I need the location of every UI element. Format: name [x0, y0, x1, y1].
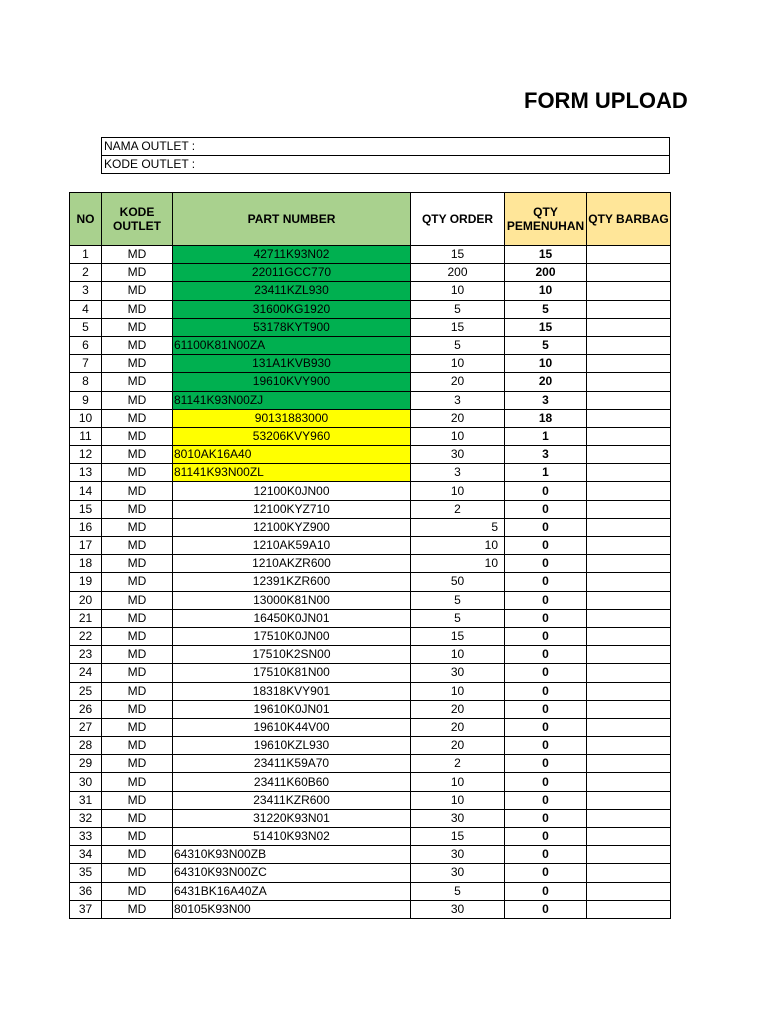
cell-qty-barbag[interactable] [587, 609, 671, 627]
cell-qty-barbag[interactable] [587, 591, 671, 609]
cell-qty-barbag[interactable] [587, 664, 671, 682]
cell-part-number[interactable]: 90131883000 [173, 409, 411, 427]
cell-qty-order[interactable]: 30 [411, 446, 505, 464]
cell-kode-outlet[interactable]: MD [102, 737, 173, 755]
table-row [70, 700, 671, 718]
table-row [70, 646, 671, 664]
cell-kode-outlet[interactable]: MD [102, 609, 173, 627]
cell-qty-pemenuhan[interactable]: 0 [505, 664, 587, 682]
table-row [70, 318, 671, 336]
cell-part-number[interactable]: 17510K2SN00 [173, 646, 411, 664]
cell-qty-pemenuhan[interactable]: 0 [505, 718, 587, 736]
cell-qty-order[interactable]: 15 [411, 246, 505, 264]
cell-qty-order[interactable]: 15 [411, 627, 505, 645]
cell-qty-barbag[interactable] [587, 864, 671, 882]
cell-qty-pemenuhan[interactable]: 3 [505, 446, 587, 464]
cell-part-number[interactable]: 17510K0JN00 [173, 627, 411, 645]
cell-qty-barbag[interactable] [587, 373, 671, 391]
cell-qty-order[interactable]: 10 [411, 682, 505, 700]
cell-qty-order[interactable]: 20 [411, 718, 505, 736]
cell-no[interactable]: 32 [70, 809, 102, 827]
cell-no[interactable]: 28 [70, 737, 102, 755]
col-header-part-number[interactable]: PART NUMBER [173, 193, 411, 246]
cell-qty-order[interactable]: 30 [411, 664, 505, 682]
table-row [70, 882, 671, 900]
cell-qty-pemenuhan[interactable]: 15 [505, 318, 587, 336]
cell-qty-barbag[interactable] [587, 318, 671, 336]
cell-qty-order[interactable]: 10 [411, 773, 505, 791]
cell-no[interactable]: 37 [70, 900, 102, 918]
cell-qty-pemenuhan[interactable]: 0 [505, 755, 587, 773]
cell-qty-pemenuhan[interactable]: 0 [505, 900, 587, 918]
cell-qty-order[interactable]: 5 [411, 609, 505, 627]
cell-qty-pemenuhan[interactable]: 0 [505, 573, 587, 591]
cell-part-number[interactable]: 23411K59A70 [173, 755, 411, 773]
cell-qty-barbag[interactable] [587, 900, 671, 918]
cell-kode-outlet[interactable]: MD [102, 900, 173, 918]
cell-qty-barbag[interactable] [587, 264, 671, 282]
cell-no[interactable]: 25 [70, 682, 102, 700]
cell-kode-outlet[interactable]: MD [102, 682, 173, 700]
cell-qty-pemenuhan[interactable]: 0 [505, 682, 587, 700]
cell-qty-barbag[interactable] [587, 518, 671, 536]
cell-no[interactable]: 29 [70, 755, 102, 773]
cell-part-number[interactable]: 19610KZL930 [173, 737, 411, 755]
cell-qty-order[interactable]: 10 [411, 555, 505, 573]
table-row [70, 682, 671, 700]
cell-no[interactable]: 36 [70, 882, 102, 900]
cell-qty-barbag[interactable] [587, 446, 671, 464]
cell-part-number[interactable]: 19610K0JN01 [173, 700, 411, 718]
cell-no[interactable]: 35 [70, 864, 102, 882]
cell-qty-order[interactable]: 20 [411, 373, 505, 391]
cell-qty-order[interactable]: 10 [411, 355, 505, 373]
cell-qty-order[interactable]: 5 [411, 300, 505, 318]
cell-qty-barbag[interactable] [587, 791, 671, 809]
cell-no[interactable]: 19 [70, 573, 102, 591]
cell-no[interactable]: 7 [70, 355, 102, 373]
cell-qty-barbag[interactable] [587, 336, 671, 354]
cell-qty-pemenuhan[interactable]: 0 [505, 846, 587, 864]
nama-outlet-field[interactable]: NAMA OUTLET : [102, 138, 670, 156]
cell-no[interactable]: 16 [70, 518, 102, 536]
cell-qty-order[interactable]: 20 [411, 409, 505, 427]
cell-part-number[interactable]: 31220K93N01 [173, 809, 411, 827]
cell-part-number[interactable]: 12100KYZ900 [173, 518, 411, 536]
table-row [70, 791, 671, 809]
cell-qty-barbag[interactable] [587, 500, 671, 518]
cell-qty-pemenuhan[interactable]: 0 [505, 791, 587, 809]
cell-no[interactable]: 10 [70, 409, 102, 427]
cell-qty-order[interactable]: 30 [411, 864, 505, 882]
cell-kode-outlet[interactable]: MD [102, 555, 173, 573]
cell-no[interactable]: 4 [70, 300, 102, 318]
cell-qty-order[interactable]: 3 [411, 391, 505, 409]
cell-qty-pemenuhan[interactable]: 0 [505, 609, 587, 627]
cell-part-number[interactable]: 12100K0JN00 [173, 482, 411, 500]
cell-kode-outlet[interactable]: MD [102, 482, 173, 500]
cell-qty-barbag[interactable] [587, 555, 671, 573]
cell-qty-pemenuhan[interactable]: 0 [505, 700, 587, 718]
cell-qty-order[interactable]: 5 [411, 336, 505, 354]
cell-no[interactable]: 5 [70, 318, 102, 336]
table-row [70, 555, 671, 573]
cell-qty-pemenuhan[interactable]: 5 [505, 336, 587, 354]
cell-qty-barbag[interactable] [587, 391, 671, 409]
cell-kode-outlet[interactable]: MD [102, 591, 173, 609]
cell-qty-barbag[interactable] [587, 682, 671, 700]
cell-qty-order[interactable]: 10 [411, 427, 505, 445]
cell-qty-order[interactable]: 20 [411, 700, 505, 718]
cell-no[interactable]: 12 [70, 446, 102, 464]
cell-kode-outlet[interactable]: MD [102, 246, 173, 264]
cell-kode-outlet[interactable]: MD [102, 336, 173, 354]
cell-qty-pemenuhan[interactable]: 18 [505, 409, 587, 427]
cell-no[interactable]: 27 [70, 718, 102, 736]
table-row [70, 500, 671, 518]
cell-part-number[interactable]: 23411KZR600 [173, 791, 411, 809]
cell-qty-pemenuhan[interactable]: 0 [505, 828, 587, 846]
cell-qty-pemenuhan[interactable]: 3 [505, 391, 587, 409]
table-row [70, 446, 671, 464]
table-row [70, 427, 671, 445]
cell-kode-outlet[interactable]: MD [102, 846, 173, 864]
cell-kode-outlet[interactable]: MD [102, 282, 173, 300]
cell-qty-pemenuhan[interactable]: 0 [505, 864, 587, 882]
table-row [70, 391, 671, 409]
cell-no[interactable]: 14 [70, 482, 102, 500]
table-row [70, 518, 671, 536]
cell-kode-outlet[interactable]: MD [102, 791, 173, 809]
cell-qty-barbag[interactable] [587, 700, 671, 718]
cell-qty-pemenuhan[interactable]: 0 [505, 537, 587, 555]
cell-qty-pemenuhan[interactable]: 5 [505, 300, 587, 318]
cell-qty-barbag[interactable] [587, 482, 671, 500]
table-row [70, 828, 671, 846]
cell-qty-barbag[interactable] [587, 627, 671, 645]
cell-qty-order[interactable]: 15 [411, 318, 505, 336]
cell-no[interactable]: 26 [70, 700, 102, 718]
cell-part-number[interactable]: 6431BK16A40ZA [173, 882, 411, 900]
cell-qty-barbag[interactable] [587, 537, 671, 555]
table-row [70, 373, 671, 391]
cell-part-number[interactable]: 81141K93N00ZL [173, 464, 411, 482]
cell-part-number[interactable]: 23411KZL930 [173, 282, 411, 300]
table-row [70, 246, 671, 264]
cell-qty-barbag[interactable] [587, 846, 671, 864]
cell-qty-order[interactable]: 50 [411, 573, 505, 591]
kode-outlet-field[interactable]: KODE OUTLET : [102, 156, 670, 174]
table-row [70, 409, 671, 427]
table-row [70, 755, 671, 773]
cell-qty-pemenuhan[interactable]: 0 [505, 500, 587, 518]
cell-kode-outlet[interactable]: MD [102, 755, 173, 773]
cell-kode-outlet[interactable]: MD [102, 773, 173, 791]
cell-part-number[interactable]: 81141K93N00ZJ [173, 391, 411, 409]
cell-qty-pemenuhan[interactable]: 0 [505, 627, 587, 645]
cell-part-number[interactable]: 53206KVY960 [173, 427, 411, 445]
cell-qty-barbag[interactable] [587, 718, 671, 736]
cell-qty-barbag[interactable] [587, 355, 671, 373]
cell-qty-barbag[interactable] [587, 646, 671, 664]
cell-part-number[interactable]: 12100KYZ710 [173, 500, 411, 518]
cell-kode-outlet[interactable]: MD [102, 409, 173, 427]
cell-kode-outlet[interactable]: MD [102, 446, 173, 464]
cell-part-number[interactable]: 51410K93N02 [173, 828, 411, 846]
cell-part-number[interactable]: 131A1KVB930 [173, 355, 411, 373]
cell-qty-pemenuhan[interactable]: 0 [505, 737, 587, 755]
cell-kode-outlet[interactable]: MD [102, 700, 173, 718]
cell-part-number[interactable]: 19610K44V00 [173, 718, 411, 736]
table-row [70, 846, 671, 864]
cell-qty-order[interactable]: 5 [411, 882, 505, 900]
cell-part-number[interactable]: 1210AK59A10 [173, 537, 411, 555]
cell-qty-pemenuhan[interactable]: 15 [505, 246, 587, 264]
table-row [70, 355, 671, 373]
nama-outlet-row [102, 138, 670, 156]
cell-no[interactable]: 22 [70, 627, 102, 645]
cell-qty-order[interactable]: 20 [411, 737, 505, 755]
cell-kode-outlet[interactable]: MD [102, 864, 173, 882]
cell-no[interactable]: 13 [70, 464, 102, 482]
col-header-kode-outlet[interactable]: KODE OUTLET [102, 193, 173, 246]
col-header-no[interactable]: NO [70, 193, 102, 246]
cell-kode-outlet[interactable]: MD [102, 500, 173, 518]
order-table [69, 192, 671, 919]
cell-no[interactable]: 31 [70, 791, 102, 809]
table-row [70, 773, 671, 791]
cell-qty-order[interactable]: 30 [411, 809, 505, 827]
cell-kode-outlet[interactable]: MD [102, 537, 173, 555]
cell-qty-pemenuhan[interactable]: 10 [505, 355, 587, 373]
cell-qty-order[interactable]: 10 [411, 646, 505, 664]
cell-no[interactable]: 23 [70, 646, 102, 664]
cell-part-number[interactable]: 31600KG1920 [173, 300, 411, 318]
cell-qty-pemenuhan[interactable]: 0 [505, 482, 587, 500]
cell-kode-outlet[interactable]: MD [102, 882, 173, 900]
table-row [70, 282, 671, 300]
cell-qty-pemenuhan[interactable]: 0 [505, 773, 587, 791]
cell-qty-order[interactable]: 2 [411, 755, 505, 773]
cell-qty-barbag[interactable] [587, 809, 671, 827]
cell-no[interactable]: 3 [70, 282, 102, 300]
cell-no[interactable]: 17 [70, 537, 102, 555]
cell-part-number[interactable]: 18318KVY901 [173, 682, 411, 700]
cell-part-number[interactable]: 64310K93N00ZC [173, 864, 411, 882]
cell-qty-barbag[interactable] [587, 755, 671, 773]
cell-qty-order[interactable]: 200 [411, 264, 505, 282]
cell-qty-order[interactable]: 10 [411, 282, 505, 300]
cell-part-number[interactable]: 17510K81N00 [173, 664, 411, 682]
cell-kode-outlet[interactable]: MD [102, 464, 173, 482]
cell-kode-outlet[interactable]: MD [102, 300, 173, 318]
col-header-qty-pemenuhan[interactable]: QTY PEMENUHAN [505, 193, 587, 246]
table-row [70, 900, 671, 918]
kode-outlet-row [102, 156, 670, 174]
cell-qty-barbag[interactable] [587, 300, 671, 318]
cell-kode-outlet[interactable]: MD [102, 318, 173, 336]
cell-qty-barbag[interactable] [587, 464, 671, 482]
table-row [70, 336, 671, 354]
table-row [70, 573, 671, 591]
cell-qty-pemenuhan[interactable]: 200 [505, 264, 587, 282]
cell-qty-order[interactable]: 10 [411, 537, 505, 555]
cell-kode-outlet[interactable]: MD [102, 355, 173, 373]
table-row [70, 300, 671, 318]
cell-kode-outlet[interactable]: MD [102, 828, 173, 846]
table-row [70, 609, 671, 627]
cell-qty-order[interactable]: 5 [411, 591, 505, 609]
cell-no[interactable]: 11 [70, 427, 102, 445]
cell-no[interactable]: 24 [70, 664, 102, 682]
cell-part-number[interactable]: 8010AK16A40 [173, 446, 411, 464]
cell-qty-order[interactable]: 5 [411, 518, 505, 536]
cell-no[interactable]: 2 [70, 264, 102, 282]
cell-no[interactable]: 8 [70, 373, 102, 391]
cell-no[interactable]: 34 [70, 846, 102, 864]
header-row [70, 193, 671, 246]
cell-qty-barbag[interactable] [587, 246, 671, 264]
cell-qty-order[interactable]: 15 [411, 828, 505, 846]
cell-qty-pemenuhan[interactable]: 0 [505, 555, 587, 573]
cell-kode-outlet[interactable]: MD [102, 264, 173, 282]
cell-qty-barbag[interactable] [587, 882, 671, 900]
cell-qty-barbag[interactable] [587, 828, 671, 846]
table-row [70, 464, 671, 482]
table-row [70, 737, 671, 755]
cell-part-number[interactable]: 22011GCC770 [173, 264, 411, 282]
cell-kode-outlet[interactable]: MD [102, 373, 173, 391]
cell-qty-pemenuhan[interactable]: 1 [505, 464, 587, 482]
page-title: FORM UPLOAD [524, 88, 688, 113]
cell-qty-order[interactable]: 30 [411, 900, 505, 918]
table-row [70, 591, 671, 609]
cell-kode-outlet[interactable]: MD [102, 518, 173, 536]
cell-kode-outlet[interactable]: MD [102, 809, 173, 827]
cell-part-number[interactable]: 16450K0JN01 [173, 609, 411, 627]
cell-kode-outlet[interactable]: MD [102, 664, 173, 682]
col-header-qty-order[interactable]: QTY ORDER [411, 193, 505, 246]
cell-kode-outlet[interactable]: MD [102, 627, 173, 645]
cell-part-number[interactable]: 12391KZR600 [173, 573, 411, 591]
cell-part-number[interactable]: 61100K81N00ZA [173, 336, 411, 354]
cell-kode-outlet[interactable]: MD [102, 391, 173, 409]
cell-part-number[interactable]: 23411K60B60 [173, 773, 411, 791]
cell-part-number[interactable]: 42711K93N02 [173, 246, 411, 264]
table-row [70, 809, 671, 827]
cell-qty-pemenuhan[interactable]: 10 [505, 282, 587, 300]
table-row [70, 627, 671, 645]
table-row [70, 664, 671, 682]
cell-qty-barbag[interactable] [587, 573, 671, 591]
cell-part-number[interactable]: 64310K93N00ZB [173, 846, 411, 864]
cell-part-number[interactable]: 1210AKZR600 [173, 555, 411, 573]
cell-qty-pemenuhan[interactable]: 0 [505, 591, 587, 609]
table-row [70, 718, 671, 736]
cell-part-number[interactable]: 19610KVY900 [173, 373, 411, 391]
cell-no[interactable]: 21 [70, 609, 102, 627]
cell-part-number[interactable]: 53178KYT900 [173, 318, 411, 336]
cell-qty-pemenuhan[interactable]: 0 [505, 809, 587, 827]
cell-qty-barbag[interactable] [587, 427, 671, 445]
cell-qty-order[interactable]: 10 [411, 791, 505, 809]
cell-kode-outlet[interactable]: MD [102, 573, 173, 591]
cell-qty-barbag[interactable] [587, 737, 671, 755]
outlet-info-table [101, 137, 670, 174]
col-header-qty-barbag[interactable]: QTY BARBAG [587, 193, 671, 246]
table-row [70, 264, 671, 282]
cell-kode-outlet[interactable]: MD [102, 718, 173, 736]
cell-no[interactable]: 9 [70, 391, 102, 409]
cell-no[interactable]: 33 [70, 828, 102, 846]
cell-kode-outlet[interactable]: MD [102, 427, 173, 445]
cell-no[interactable]: 18 [70, 555, 102, 573]
cell-no[interactable]: 15 [70, 500, 102, 518]
table-row [70, 482, 671, 500]
cell-no[interactable]: 20 [70, 591, 102, 609]
cell-no[interactable]: 6 [70, 336, 102, 354]
cell-no[interactable]: 1 [70, 246, 102, 264]
cell-qty-pemenuhan[interactable]: 0 [505, 646, 587, 664]
cell-kode-outlet[interactable]: MD [102, 646, 173, 664]
cell-qty-pemenuhan[interactable]: 0 [505, 518, 587, 536]
cell-no[interactable]: 30 [70, 773, 102, 791]
cell-qty-barbag[interactable] [587, 409, 671, 427]
table-row [70, 864, 671, 882]
cell-qty-pemenuhan[interactable]: 1 [505, 427, 587, 445]
cell-qty-pemenuhan[interactable]: 0 [505, 882, 587, 900]
cell-qty-order[interactable]: 30 [411, 846, 505, 864]
table-row [70, 537, 671, 555]
cell-part-number[interactable]: 80105K93N00 [173, 900, 411, 918]
cell-qty-order[interactable]: 10 [411, 482, 505, 500]
cell-qty-barbag[interactable] [587, 773, 671, 791]
cell-part-number[interactable]: 13000K81N00 [173, 591, 411, 609]
cell-qty-order[interactable]: 3 [411, 464, 505, 482]
cell-qty-pemenuhan[interactable]: 20 [505, 373, 587, 391]
cell-qty-barbag[interactable] [587, 282, 671, 300]
cell-qty-order[interactable]: 2 [411, 500, 505, 518]
